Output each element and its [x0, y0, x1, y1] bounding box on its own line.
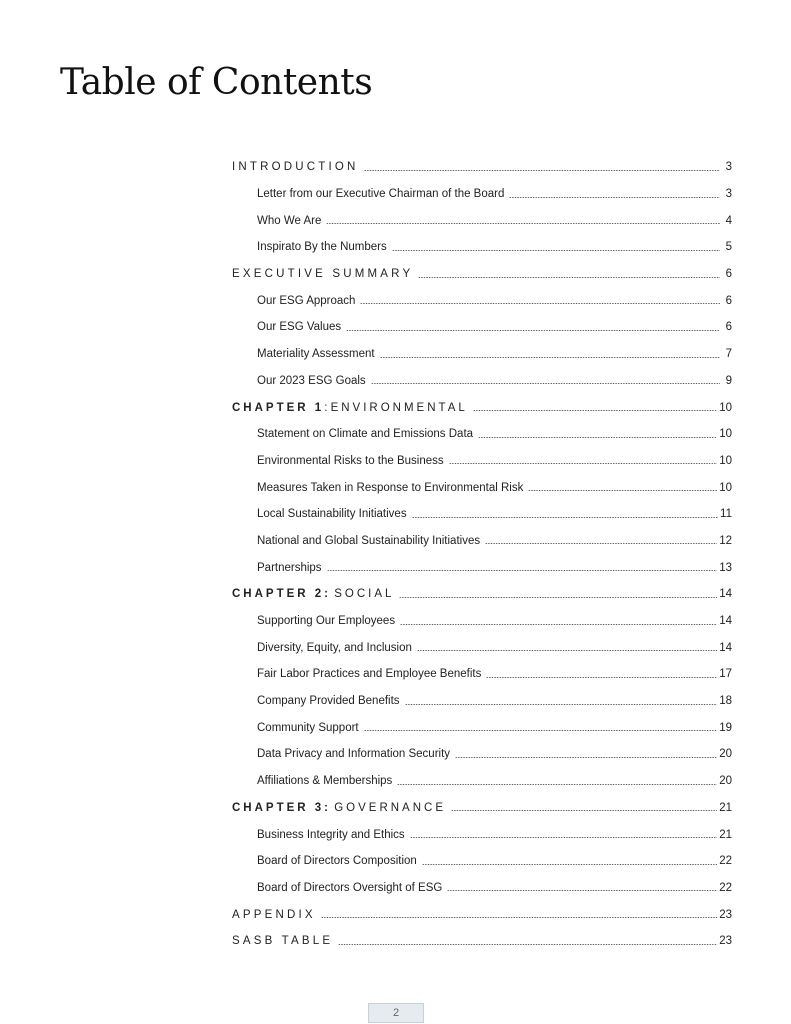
dot-leader [399, 597, 717, 598]
toc-section-entry[interactable] [232, 154, 732, 181]
toc-entry-label: Board of Directors Oversight of ESG [257, 881, 443, 894]
toc-page-number: 10 [719, 454, 732, 467]
toc-entry[interactable] [232, 287, 732, 314]
toc-page-number: 6 [725, 294, 732, 307]
dot-leader [364, 170, 720, 171]
toc-page-number: 10 [719, 428, 732, 441]
toc-entry[interactable] [232, 207, 732, 234]
page-title: Table of Contents [60, 62, 373, 103]
toc-entry-label: INTRODUCTION [232, 161, 359, 174]
dot-leader [451, 810, 717, 811]
chapter-name: ENVIRONMENTAL [330, 401, 468, 414]
dot-leader [326, 223, 720, 224]
toc-entry-label [232, 802, 449, 814]
toc-page-number: 20 [719, 748, 732, 761]
toc-entry-label: Our ESG Values [257, 321, 342, 334]
chapter-prefix: CHAPTER 1 [232, 401, 325, 414]
toc-entry-label: Data Privacy and Information Security [257, 748, 451, 761]
toc-entry-label: Environmental Risks to the Business [257, 454, 444, 467]
toc-page-number: 12 [719, 534, 732, 547]
toc-entry-label: Diversity, Equity, and Inclusion [257, 641, 412, 654]
toc-entry[interactable] [232, 448, 732, 475]
toc-entry[interactable] [232, 501, 732, 528]
toc-page-number: 14 [719, 588, 732, 601]
toc-page-number: 22 [719, 855, 732, 868]
toc-page-number: 20 [719, 775, 732, 788]
toc-entry-label: Board of Directors Composition [257, 855, 417, 868]
toc-entry-label: Company Provided Benefits [257, 695, 400, 708]
dot-leader [410, 837, 718, 838]
toc-section-entry[interactable] [232, 795, 732, 822]
toc-entry-label: APPENDIX [232, 908, 316, 921]
dot-leader [346, 330, 720, 331]
toc-section-entry[interactable] [232, 901, 732, 928]
dot-leader [417, 650, 717, 651]
toc-page-number: 5 [725, 241, 732, 254]
toc-entry[interactable] [232, 474, 732, 501]
dot-leader [412, 517, 718, 518]
toc-entry[interactable] [232, 341, 732, 368]
toc-entry[interactable] [232, 634, 732, 661]
chapter-prefix: CHAPTER 2: [232, 588, 332, 601]
chapter-name: SOCIAL [334, 588, 395, 601]
toc-entry[interactable] [232, 608, 732, 635]
dot-leader [360, 303, 720, 304]
toc-entry[interactable] [232, 688, 732, 715]
toc-entry-label: Business Integrity and Ethics [257, 828, 405, 841]
toc-entry[interactable] [232, 875, 732, 902]
toc-entry-label [232, 402, 471, 414]
toc-entry-label: Letter from our Executive Chairman of the Board [257, 188, 505, 201]
dot-leader [327, 570, 718, 571]
toc-entry-label: SASB TABLE [232, 935, 334, 948]
toc-entry[interactable] [232, 421, 732, 448]
toc-entry[interactable] [232, 234, 732, 261]
toc-entry-label: Partnerships [257, 561, 322, 574]
table-of-contents [232, 154, 732, 955]
page-number-label: 2 [392, 1007, 400, 1019]
toc-section-entry[interactable] [232, 581, 732, 608]
dot-leader [321, 917, 717, 918]
page-number [368, 1003, 424, 1023]
dot-leader [528, 490, 717, 491]
chapter-name: GOVERNANCE [334, 801, 447, 814]
dot-leader [485, 543, 717, 544]
toc-entry[interactable] [232, 714, 732, 741]
toc-entry-label: Affiliations & Memberships [257, 775, 393, 788]
toc-section-entry[interactable] [232, 394, 732, 421]
toc-section-entry[interactable] [232, 928, 732, 955]
toc-entry-label: Statement on Climate and Emissions Data [257, 428, 474, 441]
toc-entry[interactable] [232, 368, 732, 395]
toc-page-number: 22 [719, 881, 732, 894]
toc-page-number: 21 [719, 801, 732, 814]
dot-leader [447, 890, 717, 891]
toc-page-number: 17 [719, 668, 732, 681]
dot-leader [338, 944, 717, 945]
toc-entry[interactable] [232, 554, 732, 581]
toc-page-number: 11 [720, 508, 732, 521]
chapter-separator: : [324, 401, 331, 414]
toc-entry[interactable] [232, 661, 732, 688]
dot-leader [478, 437, 717, 438]
toc-page-number: 4 [725, 214, 732, 227]
toc-page-number: 13 [719, 561, 732, 574]
toc-entry[interactable] [232, 821, 732, 848]
dot-leader [380, 357, 720, 358]
dot-leader [509, 197, 720, 198]
dot-leader [473, 410, 717, 411]
dot-leader [364, 730, 718, 731]
dot-leader [449, 463, 718, 464]
dot-leader [418, 277, 720, 278]
dot-leader [392, 250, 720, 251]
toc-page-number: 9 [725, 374, 732, 387]
toc-page-number: 14 [719, 641, 732, 654]
toc-page-number: 18 [719, 695, 732, 708]
toc-page-number: 14 [719, 615, 732, 628]
toc-entry[interactable] [232, 528, 732, 555]
toc-page-number: 10 [719, 481, 732, 494]
dot-leader [400, 624, 717, 625]
toc-entry[interactable] [232, 181, 732, 208]
toc-page-number: 10 [719, 401, 732, 414]
toc-page-number: 3 [725, 188, 732, 201]
toc-entry-label: Inspirato By the Numbers [257, 241, 387, 254]
toc-entry-label: Supporting Our Employees [257, 615, 396, 628]
toc-entry[interactable] [232, 741, 732, 768]
toc-entry[interactable] [232, 768, 732, 795]
toc-page-number: 6 [725, 321, 732, 334]
dot-leader [405, 704, 718, 705]
toc-entry-label: Our ESG Approach [257, 294, 356, 307]
toc-entry-label: Local Sustainability Initiatives [257, 508, 407, 521]
toc-page-number: 23 [719, 908, 732, 921]
toc-entry[interactable] [232, 848, 732, 875]
toc-entry-label: Measures Taken in Response to Environmental Risk [257, 481, 524, 494]
toc-entry-label: National and Global Sustainability Initiatives [257, 534, 481, 547]
toc-entry-label: Materiality Assessment [257, 348, 375, 361]
dot-leader [486, 677, 717, 678]
toc-page-number: 3 [725, 161, 732, 174]
toc-entry-label: Community Support [257, 721, 359, 734]
toc-page-number: 19 [719, 721, 732, 734]
toc-page-number: 21 [719, 828, 732, 841]
toc-entry-label: EXECUTIVE SUMMARY [232, 268, 414, 281]
dot-leader [397, 784, 717, 785]
toc-entry-label: Fair Labor Practices and Employee Benefits [257, 668, 482, 681]
toc-entry-label [232, 588, 397, 600]
toc-page-number: 23 [719, 935, 732, 948]
dot-leader [371, 383, 720, 384]
dot-leader [455, 757, 717, 758]
toc-entry-label: Our 2023 ESG Goals [257, 374, 366, 387]
toc-section-entry[interactable] [232, 261, 732, 288]
toc-page-number: 7 [725, 348, 732, 361]
toc-entry-label: Who We Are [257, 214, 322, 227]
toc-page-number: 6 [725, 268, 732, 281]
toc-entry[interactable] [232, 314, 732, 341]
chapter-prefix: CHAPTER 3: [232, 801, 332, 814]
dot-leader [422, 864, 717, 865]
